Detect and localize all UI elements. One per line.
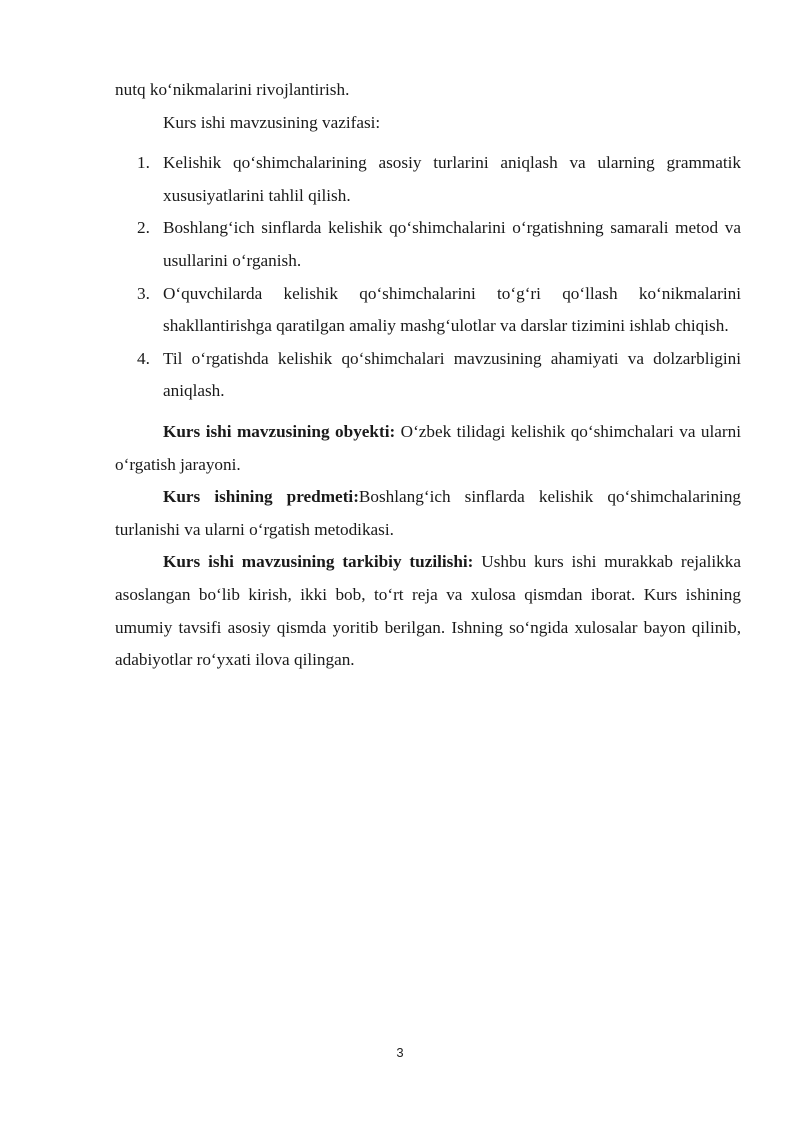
subject-text: Boshlang‘ich sinflarda kelishik qo‘shimchalarining turlanishi va ularni o‘rgatish metodikasi. xyxy=(115,487,742,539)
page-number: 3 xyxy=(396,1045,404,1060)
intro-line: nutq ko‘nikmalarini rivojlantirish. xyxy=(115,80,350,99)
subject-label: Kurs ishining predmeti: xyxy=(163,487,359,507)
list-item-number: 2. xyxy=(137,218,150,238)
list-item-number: 4. xyxy=(137,348,150,368)
list-item-number: 3. xyxy=(137,283,150,303)
tasks-heading: Kurs ishi mavzusining vazifasi: xyxy=(163,112,381,132)
list-item-number: 1. xyxy=(137,153,150,173)
structure-text: Ushbu kurs ishi murakkab rejalikka asoslangan bo‘lib kirish, ikki bob, to‘rt reja va xulosa qismdan iborat. Kurs ishining umumiy tavsifi asosiy qismda yoritib berilgan. Ishning so‘ngida xulosalar bayon qilinib, adabiyotlar ro‘yxati ilova qilingan. xyxy=(115,552,741,670)
list-item xyxy=(115,343,741,408)
list-item xyxy=(115,147,741,212)
tasks-list xyxy=(115,147,741,408)
list-item-text: Boshlang‘ich sinflarda kelishik qo‘shimchalarini o‘rgatishning samarali metod va usullarini o‘rganish. xyxy=(163,218,741,270)
spacer xyxy=(115,139,741,147)
object-paragraph xyxy=(115,416,741,481)
structure-paragraph xyxy=(115,546,741,676)
list-item-text: Kelishik qo‘shimchalarining asosiy turlarini aniqlash va ularning grammatik xususiyatlarini tahlil qilish. xyxy=(163,153,741,205)
spacer xyxy=(115,408,741,416)
subject-paragraph xyxy=(115,481,741,546)
object-text: O‘zbek tilidagi kelishik qo‘shimchalari va ularni o‘rgatish jarayoni. xyxy=(115,421,742,474)
list-item-text: Til o‘rgatishda kelishik qo‘shimchalari mavzusining ahamiyati va dolzarbligini aniqlash. xyxy=(163,348,741,401)
list-item-text: O‘quvchilarda kelishik qo‘shimchalarini to‘g‘ri qo‘llash ko‘nikmalarini shakllantirishga qaratilgan amaliy mashg‘ulotlar va darslar tizimini ishlab chiqish. xyxy=(163,283,741,336)
page-content xyxy=(115,74,741,677)
list-item xyxy=(115,278,741,343)
structure-label: Kurs ishi mavzusining tarkibiy tuzilishi: xyxy=(163,552,474,572)
list-item xyxy=(115,212,741,277)
object-label: Kurs ishi mavzusining obyekti: xyxy=(163,421,396,441)
